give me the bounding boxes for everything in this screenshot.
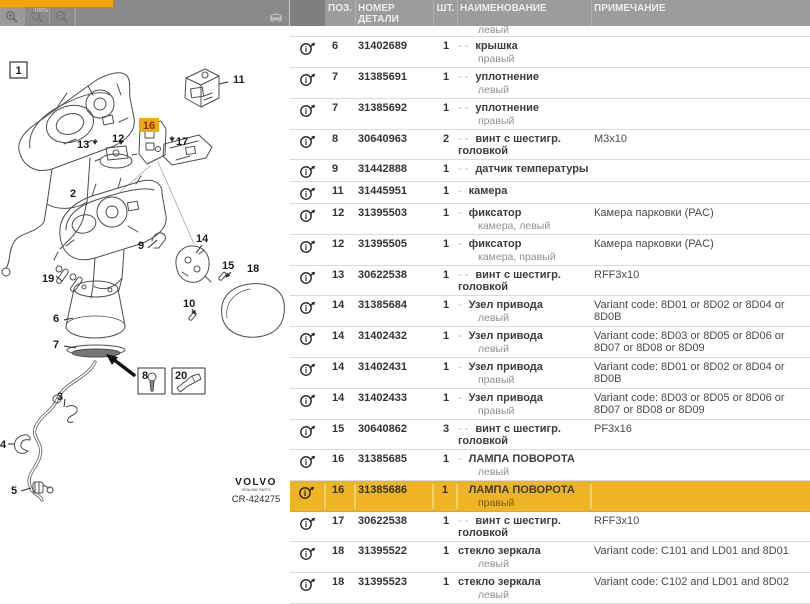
exploded-diagram [0, 26, 290, 505]
qty-cell: 1 [442, 361, 450, 373]
table-row[interactable] [290, 182, 810, 204]
pos-cell: 8 [332, 133, 339, 145]
callout-19[interactable]: 19 [42, 273, 55, 285]
svg-text:i: i [304, 107, 308, 116]
callout-3[interactable]: 3 [57, 391, 64, 403]
pos-cell: 15 [332, 423, 345, 435]
note-cell: Variant code: 8D01 or 8D02 or 8D04 or 8D0B [594, 299, 785, 323]
pos-cell: 14 [332, 330, 345, 342]
info-link-icon[interactable] [299, 577, 317, 592]
info-link-cell[interactable] [290, 361, 326, 386]
qty-cell: 1 [442, 515, 450, 527]
part-number-cell: 31395522 [358, 545, 407, 557]
svg-text:i: i [304, 76, 308, 85]
table-row[interactable] [290, 573, 810, 604]
svg-text:i: i [304, 428, 308, 437]
pos-cell: 17 [332, 515, 345, 527]
info-link-cell[interactable] [290, 185, 326, 201]
part-9-clip [152, 233, 165, 248]
callout-15[interactable]: 15 [222, 260, 235, 272]
svg-text:i: i [304, 138, 308, 147]
part-15-screw [218, 272, 226, 281]
part-number-cell: 30640963 [358, 133, 407, 145]
svg-text:i: i [304, 304, 308, 313]
part-14-plate [176, 246, 211, 282]
pos-cell: 7 [332, 102, 339, 114]
qty-cell: 3 [442, 423, 450, 435]
part-12-sensor [95, 146, 137, 168]
name-cell: -- винт с шестигр. головкой [458, 269, 561, 293]
qty-cell: 1 [442, 576, 450, 588]
header-pos: ПОЗ. [326, 0, 356, 26]
table-row[interactable] [290, 327, 810, 358]
callout-6[interactable]: 6 [53, 313, 60, 325]
info-link-cell[interactable] [290, 207, 326, 232]
callout-14[interactable]: 14 [196, 233, 209, 245]
info-link-cell[interactable] [290, 133, 326, 157]
callout-16-highlighted[interactable]: 16 [142, 120, 156, 132]
callout-13[interactable]: 13 [77, 139, 90, 151]
note-cell [592, 71, 810, 96]
note-cell [592, 163, 810, 179]
part-number-cell: 31395505 [358, 238, 407, 250]
part-4-ring [14, 435, 30, 454]
pos-cell: 14 [332, 299, 345, 311]
note-cell: RFF3x10 [594, 269, 640, 281]
part-number-cell: 31445951 [358, 185, 407, 197]
qty-cell: 1 [442, 71, 450, 83]
part-number-cell: 31385691 [358, 71, 407, 83]
table-row[interactable] [290, 266, 810, 296]
svg-text:i: i [304, 243, 308, 252]
zoom-in-button[interactable] [0, 7, 25, 26]
info-link-cell[interactable] [290, 71, 326, 96]
pos-cell: 9 [332, 163, 339, 175]
qty-cell: 1 [434, 484, 458, 509]
header-name: НАИМЕНОВАНИЕ [458, 0, 592, 26]
info-link-cell[interactable] [290, 102, 326, 127]
part-number-cell: 31385684 [358, 299, 407, 311]
table-row[interactable] [290, 389, 810, 420]
callout-17[interactable]: 17 [176, 136, 189, 148]
pos-cell: 14 [332, 392, 345, 404]
header-part-number: НОМЕР ДЕТАЛИ [356, 0, 434, 26]
table-header [290, 0, 810, 26]
name-cell: - фиксатор камера, левый [458, 207, 551, 232]
parts-table-panel [290, 0, 810, 601]
info-link-icon[interactable] [299, 454, 317, 469]
info-link-cell[interactable] [290, 330, 326, 355]
name-cell: -- крышка правый [458, 40, 518, 65]
table-row[interactable] [290, 512, 810, 542]
qty-cell: 1 [442, 330, 450, 342]
note-cell [592, 40, 810, 65]
svg-text:i: i [304, 45, 308, 54]
callout-9[interactable]: 9 [138, 240, 145, 252]
part-5-connector [33, 482, 53, 493]
pos-cell: 18 [332, 576, 345, 588]
table-row[interactable] [290, 235, 810, 266]
note-cell: Камера парковки (PAC) [594, 238, 714, 250]
name-cell: - Узел привода левый [458, 330, 543, 355]
svg-text:i: i [304, 335, 308, 344]
top-strip [0, 0, 289, 7]
info-link-icon[interactable] [299, 134, 317, 149]
info-link-icon[interactable] [299, 546, 317, 561]
info-link-cell[interactable] [290, 484, 326, 509]
table-row[interactable] [290, 37, 810, 68]
info-link-cell[interactable] [290, 453, 326, 478]
info-link-cell[interactable] [290, 545, 326, 570]
note-cell [592, 484, 810, 509]
info-link-icon[interactable] [299, 393, 317, 408]
note-cell: Variant code: 8D03 or 8D05 or 8D06 or 8D07 or 8D08 or 8D09 [594, 392, 785, 416]
callout-7[interactable]: 7 [53, 339, 60, 351]
note-cell: Variant code: 8D03 or 8D05 or 8D06 or 8D07 or 8D08 or 8D09 [594, 330, 785, 354]
info-link-icon[interactable] [299, 103, 317, 118]
info-link-icon[interactable] [299, 72, 317, 87]
part-number-cell: 31385685 [358, 453, 407, 465]
pos-cell: 6 [332, 40, 339, 52]
svg-text:i: i [303, 489, 307, 498]
name-cell: стекло зеркала левый [458, 545, 541, 570]
qty-cell: 1 [442, 453, 450, 465]
zoom-100-button[interactable] [25, 7, 50, 26]
table-row[interactable] [290, 160, 810, 182]
part-number-cell: 30622538 [358, 515, 407, 527]
info-link-icon[interactable] [299, 208, 317, 223]
table-row[interactable] [290, 542, 810, 573]
info-link-icon[interactable] [299, 164, 317, 179]
hose-assembly [29, 362, 95, 500]
part-number-cell: 31395503 [358, 207, 407, 219]
info-link-icon[interactable] [299, 186, 317, 201]
top-strip-accent [0, 0, 113, 7]
name-cell: -- винт с шестигр. головкой [458, 515, 561, 539]
info-link-cell[interactable] [290, 392, 326, 417]
part-1-mirror-assembly [2, 73, 134, 276]
name-cell: стекло зеркала левый [458, 576, 541, 601]
info-link-cell[interactable] [290, 238, 326, 263]
part-number-cell: 31442888 [358, 163, 407, 175]
info-link-cell[interactable] [290, 40, 326, 65]
drawing-number: CR-424275 [231, 494, 281, 505]
info-link-icon[interactable] [299, 300, 317, 315]
info-link-icon[interactable] [299, 41, 317, 56]
info-link-cell[interactable] [290, 299, 326, 324]
part-number-cell: 31385692 [358, 102, 407, 114]
svg-text:i: i [304, 366, 308, 375]
name-cell: -- винт с шестигр. головкой [458, 423, 561, 447]
qty-cell: 1 [442, 207, 450, 219]
callout-5[interactable]: 5 [11, 485, 18, 497]
part-number-cell: 30622538 [358, 269, 407, 281]
svg-text:i: i [304, 212, 308, 221]
info-link-cell[interactable] [290, 576, 326, 601]
qty-cell: 1 [442, 392, 450, 404]
info-link-icon[interactable] [298, 485, 316, 500]
zoom-level-label: 100% [33, 8, 48, 14]
svg-text:i: i [304, 520, 308, 529]
part-number-cell: 31402431 [358, 361, 407, 373]
info-link-icon[interactable] [299, 331, 317, 346]
note-cell [592, 185, 810, 201]
info-link-icon[interactable] [299, 516, 317, 531]
part-number-cell: 31402432 [358, 330, 407, 342]
callout-10[interactable]: 10 [183, 298, 196, 310]
zoom-in-icon [5, 10, 19, 24]
svg-text:i: i [304, 190, 308, 199]
header-icon-col [290, 0, 326, 26]
svg-text:i: i [304, 397, 308, 406]
qty-cell: 1 [442, 238, 450, 250]
part-number-cell: 31385686 [356, 484, 434, 509]
note-cell: Variant code: C102 and LD01 and 8D02 [594, 576, 789, 588]
name-cell: - фиксатор камера, правый [458, 238, 556, 263]
logo-subtitle: GENUINE PARTS [241, 488, 271, 492]
info-link-icon[interactable] [299, 424, 317, 439]
callout-1[interactable]: 1 [15, 65, 22, 77]
zoom-out-button[interactable] [50, 7, 75, 26]
callout-12[interactable]: 12 [112, 133, 125, 145]
vehicle-button[interactable] [263, 11, 289, 23]
header-note: ПРИМЕЧАНИЕ [594, 3, 666, 14]
part-6-cover [66, 281, 125, 338]
info-link-cell[interactable] [290, 423, 326, 447]
table-row[interactable] [290, 68, 810, 99]
table-row[interactable] [290, 358, 810, 389]
callout-2[interactable]: 2 [70, 188, 77, 200]
top-strip-gray [113, 0, 289, 7]
pos-cell: 16 [332, 453, 345, 465]
name-cell: -- уплотнение правый [458, 102, 540, 127]
qty-cell: 1 [442, 269, 450, 281]
note-cell: Камера парковки (PAC) [594, 207, 714, 219]
name-cell: - ЛАМПА ПОВОРОТА левый [458, 453, 575, 478]
part-number-cell: 30640862 [358, 423, 407, 435]
table-body [290, 37, 810, 604]
name-cell: -- винт с шестигр. головкой [458, 133, 561, 157]
callout-11[interactable]: 11 [233, 74, 245, 86]
callout-8[interactable]: 8 [142, 370, 149, 382]
zoom-out-icon [55, 10, 69, 24]
name-cell: -- датчик температуры [458, 163, 589, 175]
svg-text:i: i [304, 458, 308, 467]
part-18-mirror-glass [222, 284, 285, 338]
pos-cell: 11 [332, 185, 344, 197]
note-cell [592, 102, 810, 127]
note-cell: RFF3x10 [594, 515, 640, 527]
svg-text:i: i [304, 274, 308, 283]
diagram-panel [0, 0, 290, 505]
callout-4[interactable]: 4 [0, 439, 7, 451]
pos-cell: 13 [332, 269, 345, 281]
qty-cell: 1 [442, 102, 450, 114]
name-cell: - камера [458, 185, 508, 197]
svg-text:i: i [304, 581, 308, 590]
table-row[interactable] [290, 130, 810, 160]
pos-cell: 12 [332, 207, 345, 219]
info-link-cell[interactable] [290, 269, 326, 293]
name-cell: - Узел привода левый [458, 299, 543, 324]
volvo-logo [232, 477, 281, 505]
part-number-cell: 31402433 [358, 392, 407, 404]
qty-cell: 1 [442, 185, 450, 197]
info-link-icon[interactable] [299, 270, 317, 285]
info-link-icon[interactable] [299, 362, 317, 377]
note-cell: PF3x16 [594, 423, 632, 435]
svg-text:i: i [304, 550, 308, 559]
table-row[interactable] [290, 99, 810, 130]
name-cell: - Узел привода правый [458, 392, 543, 417]
name-cell: - ЛАМПА ПОВОРОТА правый [458, 484, 592, 509]
qty-cell: 2 [442, 133, 450, 145]
pos-cell: 12 [332, 238, 345, 250]
part-7-seal [67, 345, 125, 357]
info-link-icon[interactable] [299, 239, 317, 254]
diagram-toolbar [0, 7, 289, 26]
header-qty: ШТ. [434, 0, 458, 26]
table-row[interactable] [290, 481, 810, 512]
part-3-clip [66, 406, 77, 423]
callout-18[interactable]: 18 [247, 263, 260, 275]
note-cell: M3x10 [594, 133, 628, 145]
part-11-camera [185, 69, 219, 107]
note-cell: Variant code: 8D01 or 8D02 or 8D04 or 8D0B [594, 361, 785, 385]
info-link-cell[interactable] [290, 163, 326, 179]
note-cell: Variant code: C101 and LD01 and 8D01 [594, 545, 789, 557]
partial-row [290, 26, 810, 37]
partial-row-sub: левый [478, 24, 509, 36]
name-cell: -- уплотнение левый [458, 71, 540, 96]
note-cell [592, 453, 810, 478]
pos-cell: 14 [332, 361, 345, 373]
callout-20[interactable]: 20 [175, 370, 188, 382]
table-row[interactable] [290, 204, 810, 235]
pos-cell: 7 [332, 71, 339, 83]
svg-text:i: i [304, 168, 308, 177]
pos-cell: 18 [332, 545, 345, 557]
table-row[interactable] [290, 450, 810, 481]
info-link-cell[interactable] [290, 515, 326, 539]
table-row[interactable] [290, 296, 810, 327]
qty-cell: 1 [442, 40, 450, 52]
name-cell: - Узел привода правый [458, 361, 543, 386]
part-number-cell: 31395523 [358, 576, 407, 588]
qty-cell: 1 [442, 163, 450, 175]
pos-cell: 16 [326, 484, 356, 509]
car-icon [267, 11, 285, 23]
svg-text:VOLVO: VOLVO [235, 477, 277, 488]
qty-cell: 1 [442, 545, 450, 557]
qty-cell: 1 [442, 299, 450, 311]
part-number-cell: 31402689 [358, 40, 407, 52]
table-row[interactable] [290, 420, 810, 450]
